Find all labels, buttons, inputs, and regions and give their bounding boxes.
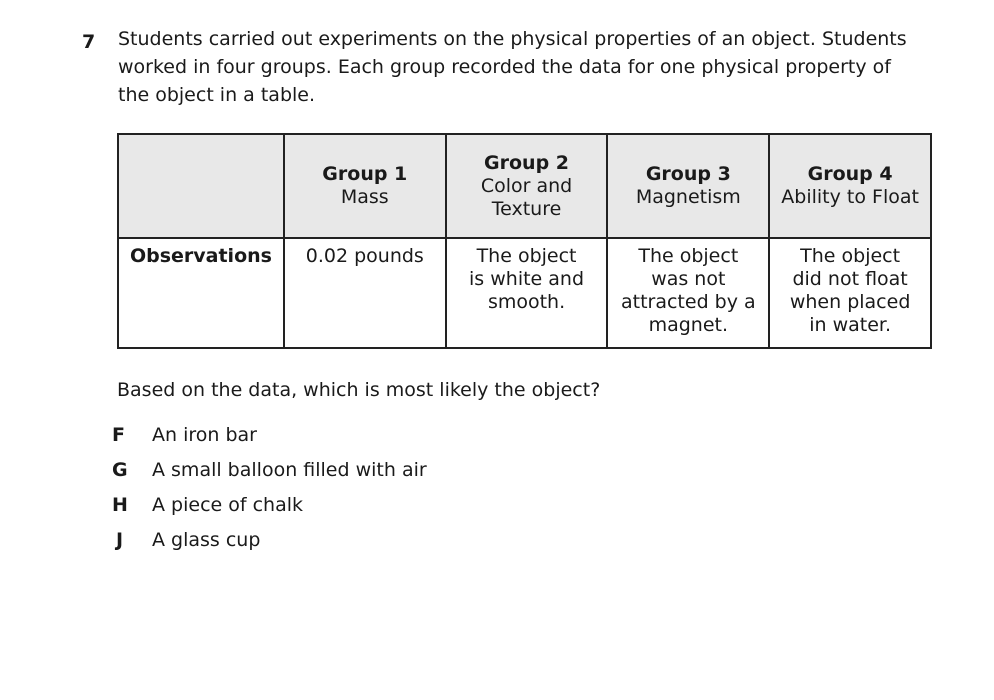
property-label: Texture: [491, 197, 562, 220]
question-stem: [118, 25, 938, 109]
option-text: An iron bar: [152, 424, 257, 446]
observation-cell-group-4: [769, 238, 931, 348]
cell-line: when placed: [789, 291, 911, 313]
header-cell-group-2: [446, 134, 608, 238]
option-text: A glass cup: [152, 529, 261, 551]
option-letter: G: [112, 459, 128, 481]
cell-line: 0.02 pounds: [305, 245, 424, 267]
property-label: Mass: [340, 186, 389, 208]
option-text: A small balloon filled with air: [152, 459, 427, 481]
observation-cell-group-2: [446, 238, 608, 348]
row-label-observations: Observations: [118, 238, 284, 348]
answer-option-j[interactable]: [112, 526, 427, 561]
observation-cell-group-1: [284, 238, 446, 348]
group-label: Group 4: [807, 163, 893, 185]
observations-table: [117, 133, 932, 349]
group-label: Group 1: [322, 163, 408, 185]
property-label: Color and: [480, 174, 573, 197]
answer-option-h[interactable]: [112, 491, 427, 526]
group-label: Group 2: [484, 151, 570, 174]
stem-line: Students carried out experiments on the physical properties of an object. Students: [118, 28, 907, 50]
question-prompt: Based on the data, which is most likely the object?: [117, 379, 601, 401]
cell-line: was not: [651, 268, 726, 290]
stem-line: the object in a table.: [118, 84, 316, 106]
answer-option-f[interactable]: [112, 421, 427, 456]
option-text: A piece of chalk: [152, 494, 304, 516]
group-label: Group 3: [645, 163, 731, 185]
property-label: Ability to Float: [781, 186, 919, 208]
option-letter: J: [116, 529, 124, 551]
answer-options: [112, 421, 427, 561]
header-cell-group-1: [284, 134, 446, 238]
cell-line: magnet.: [648, 314, 729, 336]
table-row: [118, 238, 931, 348]
cell-line: The object: [638, 245, 739, 267]
cell-line: smooth.: [487, 291, 566, 313]
table-header-row: [118, 134, 931, 238]
observation-cell-group-3: [607, 238, 769, 348]
cell-line: The object: [476, 245, 577, 267]
option-letter: F: [112, 424, 125, 446]
property-label: Magnetism: [635, 186, 741, 208]
header-cell-group-4: [769, 134, 931, 238]
cell-line: did not float: [792, 268, 908, 290]
cell-line: attracted by a: [620, 291, 756, 313]
cell-line: The object: [800, 245, 901, 267]
option-letter: H: [112, 494, 128, 516]
header-cell-group-3: [607, 134, 769, 238]
header-cell-empty: [118, 134, 284, 238]
cell-line: in water.: [809, 314, 892, 336]
stem-line: worked in four groups. Each group recorded the data for one physical property of: [118, 56, 891, 78]
cell-line: is white and: [469, 268, 585, 290]
answer-option-g[interactable]: [112, 456, 427, 491]
question-number: 7: [82, 31, 96, 53]
